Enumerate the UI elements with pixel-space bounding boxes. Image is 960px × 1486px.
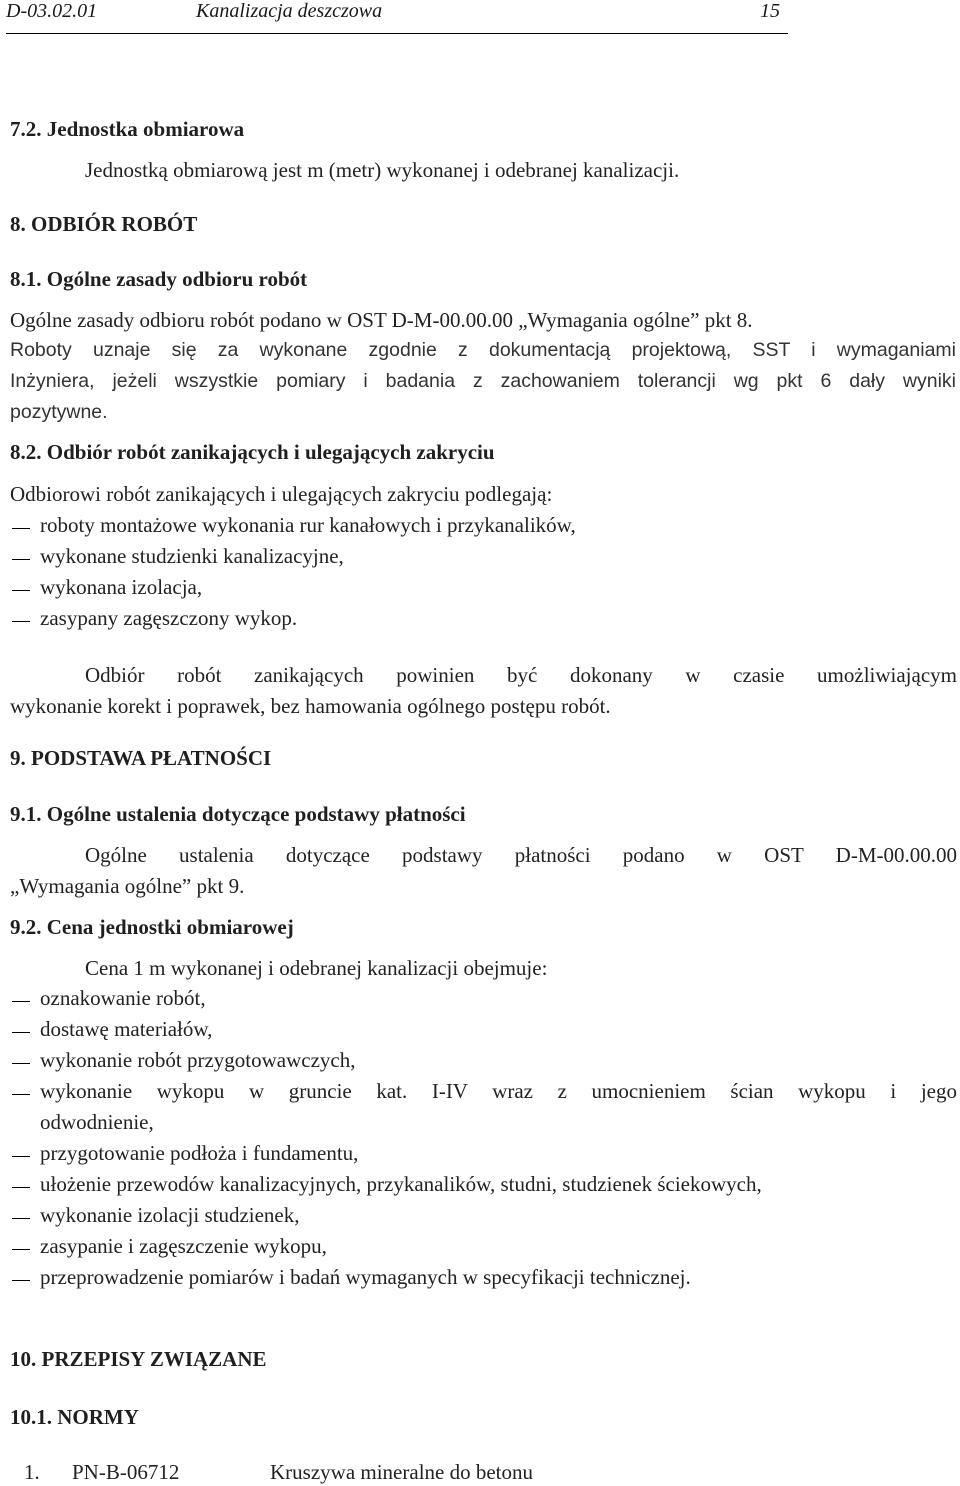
- section-9-2-heading: 9.2. Cena jednostki obmiarowej: [10, 915, 294, 939]
- header-page-number: 15: [760, 0, 780, 22]
- section-8-2-heading: 8.2. Odbiór robót zanikających i ulegających zakryciu: [10, 440, 495, 464]
- list-item: wykonanie robót przygotowawczych,: [40, 1048, 356, 1072]
- list-item: ułożenie przewodów kanalizacyjnych, przykanalików, studni, studzienek ściekowych,: [40, 1172, 762, 1196]
- section-9-2-intro: Cena 1 m wykonanej i odebranej kanalizacji obejmuje:: [85, 956, 548, 980]
- list-item: wykonane studzienki kanalizacyjne,: [40, 544, 344, 568]
- dash-bullet: [12, 1249, 30, 1250]
- dash-bullet: [12, 1094, 30, 1095]
- dash-bullet: [12, 528, 30, 529]
- dash-bullet: [12, 621, 30, 622]
- header-doc-code: D-03.02.01: [6, 0, 98, 22]
- header-doc-title: Kanalizacja deszczowa: [196, 0, 383, 22]
- list-item: roboty montażowe wykonania rur kanałowych i przykanalików,: [40, 513, 576, 537]
- section-10-heading: 10. PRZEPISY ZWIĄZANE: [10, 1347, 267, 1371]
- list-item: wykonanie wykopu w gruncie kat. I-IV wraz z umocnieniem ścian wykopu i jego: [40, 1079, 957, 1103]
- section-8-2-para-line2: wykonanie korekt i poprawek, bez hamowania ogólnego postępu robót.: [10, 694, 611, 718]
- list-item: zasypany zagęszczony wykop.: [40, 606, 298, 630]
- dash-bullet: [12, 1187, 30, 1188]
- dash-bullet: [12, 1218, 30, 1219]
- section-10-1-heading: 10.1. NORMY: [10, 1405, 139, 1429]
- list-item: zasypanie i zagęszczenie wykopu,: [40, 1234, 327, 1258]
- section-9-1-heading: 9.1. Ogólne ustalenia dotyczące podstawy płatności: [10, 802, 466, 826]
- dash-bullet: [12, 559, 30, 560]
- section-7-2-text: Jednostką obmiarową jest m (metr) wykonanej i odebranej kanalizacji.: [85, 158, 680, 182]
- dash-bullet: [12, 1280, 30, 1281]
- section-9-heading: 9. PODSTAWA PŁATNOŚCI: [10, 746, 272, 770]
- norm-title: Kruszywa mineralne do betonu: [270, 1460, 534, 1484]
- list-item: oznakowanie robót,: [40, 986, 206, 1010]
- section-8-2-intro: Odbiorowi robót zanikających i ulegających zakryciu podlegają:: [10, 482, 553, 506]
- section-8-1-line4: pozytywne.: [10, 401, 108, 423]
- section-8-heading: 8. ODBIÓR ROBÓT: [10, 212, 198, 236]
- section-8-1-heading: 8.1. Ogólne zasady odbioru robót: [10, 267, 308, 291]
- dash-bullet: [12, 1156, 30, 1157]
- section-8-2-para-line1: Odbiór robót zanikających powinien być dokonany w czasie umożliwiającym: [85, 663, 957, 687]
- header-rule: [6, 33, 788, 34]
- section-8-1-line1: Ogólne zasady odbioru robót podano w OST D-M-00.00.00 „Wymagania ogólne” pkt 8.: [10, 308, 753, 332]
- dash-bullet: [12, 1063, 30, 1064]
- list-item: dostawę materiałów,: [40, 1017, 213, 1041]
- section-9-1-line2: „Wymagania ogólne” pkt 9.: [10, 874, 245, 898]
- section-8-1-line2: Roboty uznaje się za wykonane zgodnie z dokumentacją projektową, SST i wymaganiami: [10, 339, 956, 361]
- list-item: przeprowadzenie pomiarów i badań wymaganych w specyfikacji technicznej.: [40, 1265, 691, 1289]
- dash-bullet: [12, 590, 30, 591]
- dash-bullet: [12, 1032, 30, 1033]
- section-9-1-line1: Ogólne ustalenia dotyczące podstawy płatności podano w OST D-M-00.00.00: [85, 843, 957, 867]
- list-item: wykonanie izolacji studzienek,: [40, 1203, 300, 1227]
- list-item-continuation: odwodnienie,: [40, 1110, 154, 1134]
- list-item: przygotowanie podłoża i fundamentu,: [40, 1141, 359, 1165]
- section-8-1-line3: Inżyniera, jeżeli wszystkie pomiary i badania z zachowaniem tolerancji wg pkt 6 dały wyniki: [10, 370, 956, 392]
- dash-bullet: [12, 1001, 30, 1002]
- section-7-2-heading: 7.2. Jednostka obmiarowa: [10, 117, 245, 141]
- norm-code: PN-B-06712: [72, 1460, 180, 1484]
- list-item: wykonana izolacja,: [40, 575, 203, 599]
- norm-number: 1.: [24, 1460, 40, 1484]
